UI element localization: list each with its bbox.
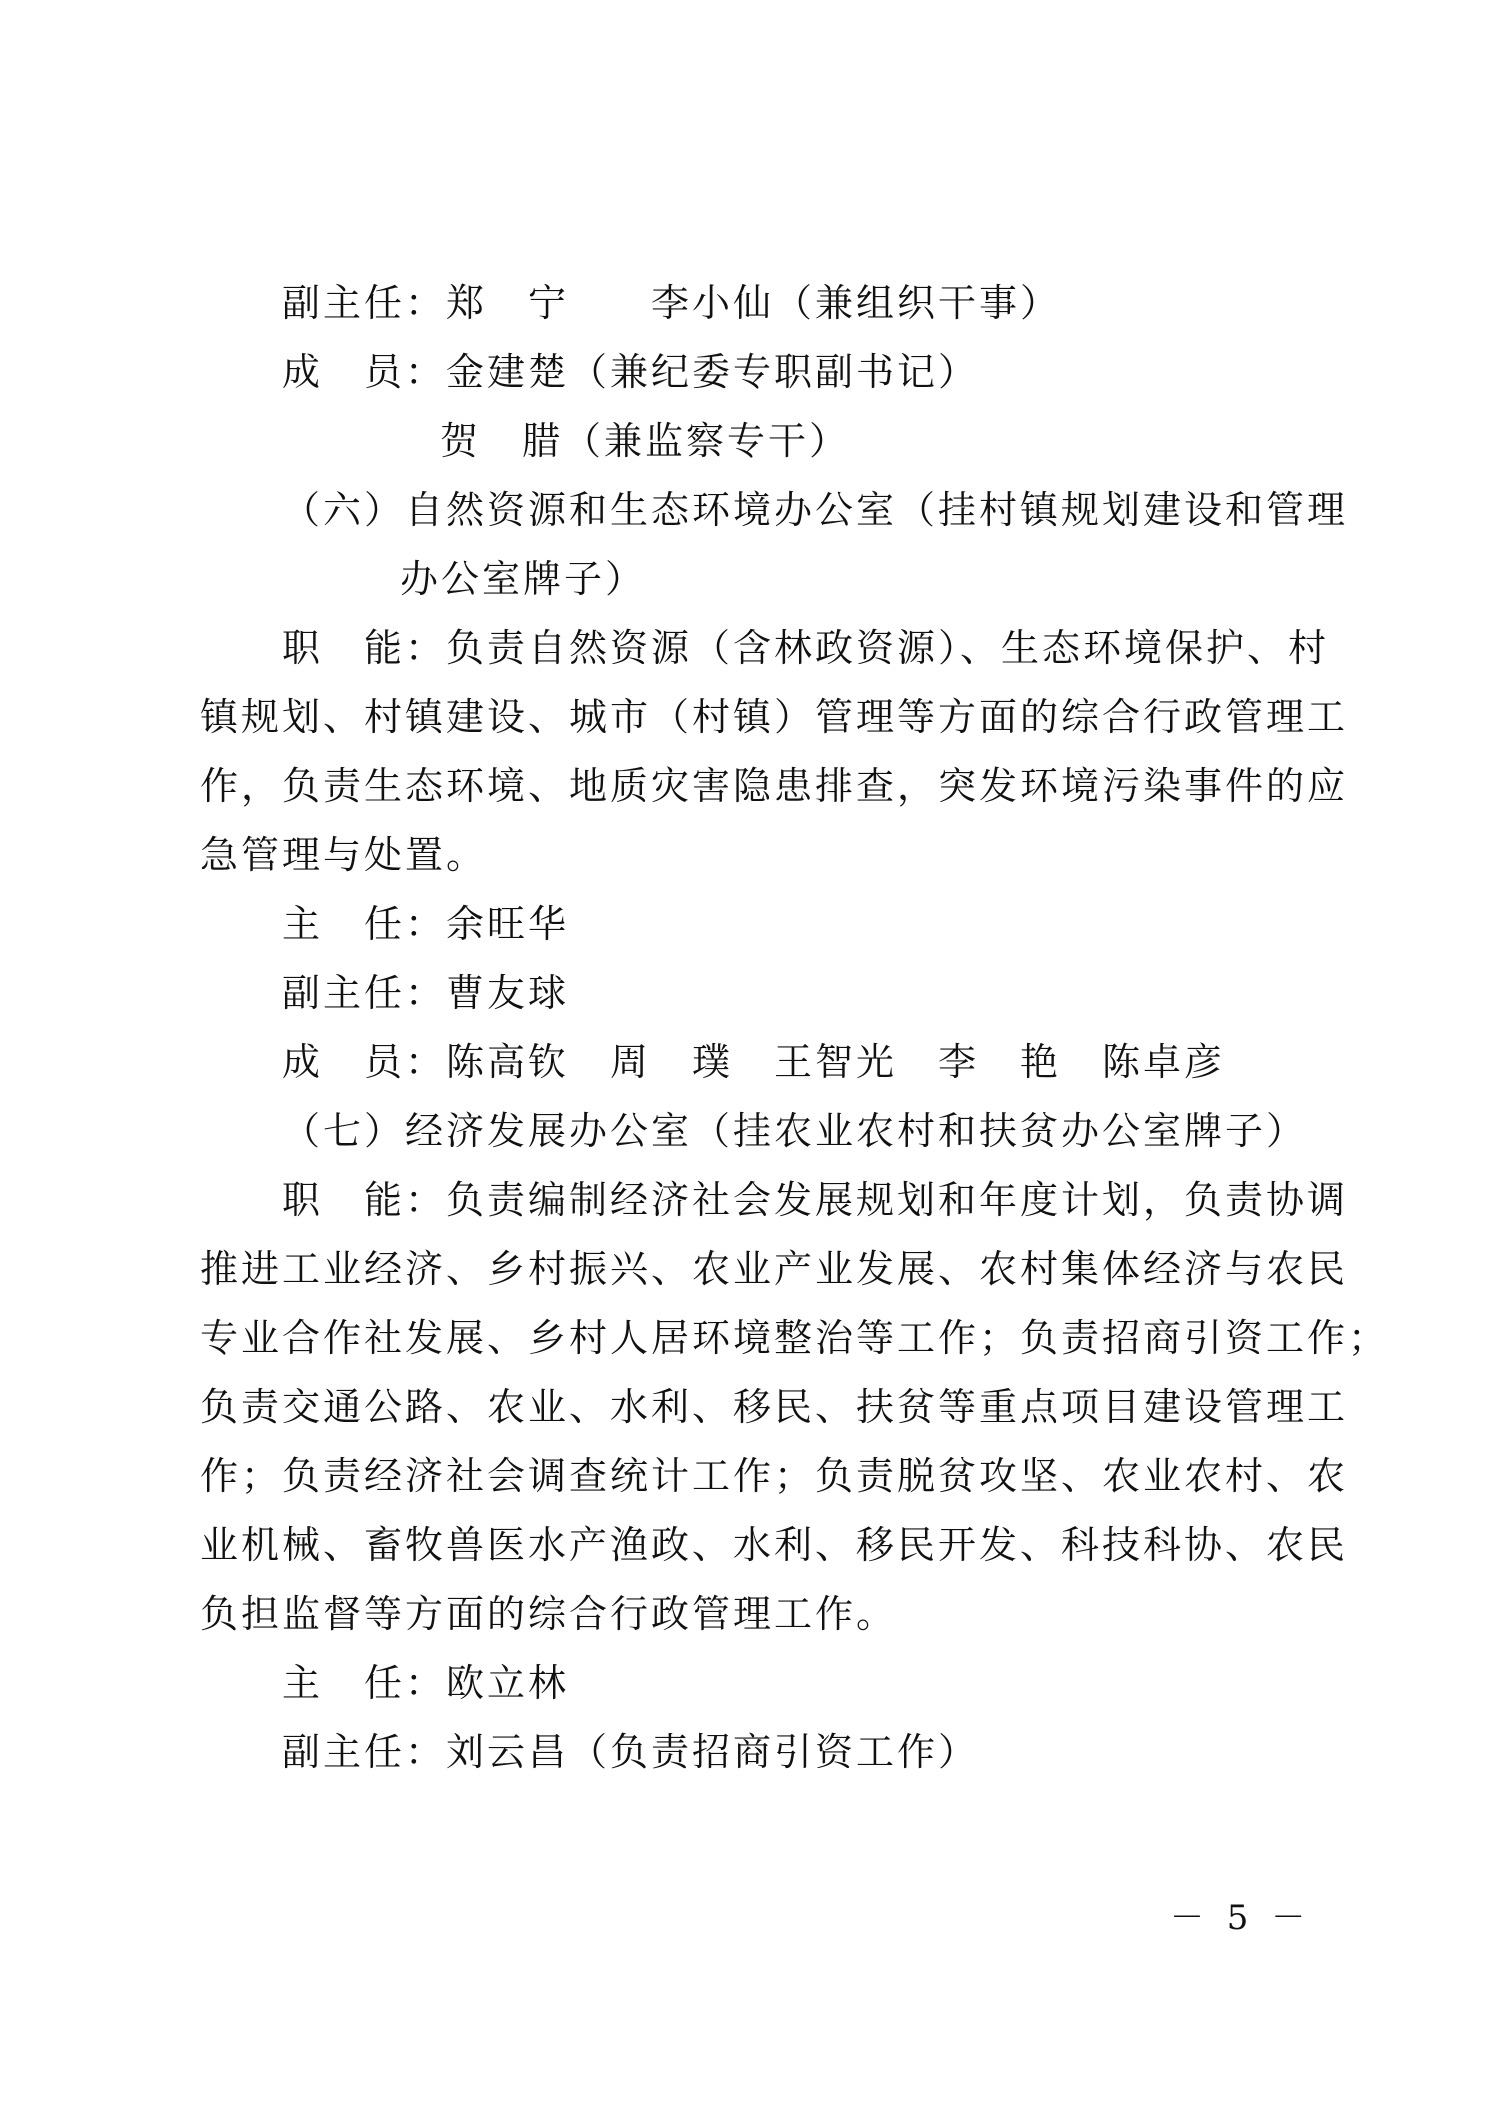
director-line: 主 任：余旺华 [282,902,570,946]
section-heading-seven: （七）经济发展办公室（挂农业农村和扶贫办公室牌子） [282,1109,1308,1153]
function-paragraph-line: 作，负责生态环境、地质灾害隐患排查，突发环境污染事件的应 [200,764,1349,808]
page-number: － 5 － [1170,1898,1312,1938]
member-line: 成 员：陈高钦 周 璞 王智光 李 艳 陈卓彦 [282,1040,1226,1084]
function-paragraph-line: 镇规划、村镇建设、城市（村镇）管理等方面的综合行政管理工 [200,695,1349,739]
member-line: 成 员：金建楚（兼纪委专职副书记） [282,350,980,394]
function-paragraph-line: 作；负责经济社会调查统计工作；负责脱贫攻坚、农业农村、农 [200,1454,1349,1498]
function-paragraph-line: 业机械、畜牧兽医水产渔政、水利、移民开发、科技科协、农民 [200,1523,1349,1567]
function-paragraph-line: 负责交通公路、农业、水利、移民、扶贫等重点项目建设管理工 [200,1385,1349,1429]
function-paragraph-line: 急管理与处置。 [200,833,488,877]
section-heading-six-continued: 办公室牌子） [400,557,647,601]
function-paragraph-line: 职 能：负责编制经济社会发展规划和年度计划，负责协调 [282,1178,1349,1222]
section-heading-six: （六）自然资源和生态环境办公室（挂村镇规划建设和管理 [282,488,1349,532]
function-paragraph-line: 职 能：负责自然资源（含林政资源）、生态环境保护、村 [282,626,1330,670]
function-paragraph-line: 负担监督等方面的综合行政管理工作。 [200,1592,898,1636]
deputy-director-line: 副主任：曹友球 [282,971,570,1015]
member-line-continued: 贺 腊（兼监察专干） [440,419,851,463]
function-paragraph-line: 专业合作社发展、乡村人居环境整治等工作；负责招商引资工作； [200,1316,1390,1360]
deputy-director-line: 副主任：刘云昌（负责招商引资工作） [282,1730,980,1774]
director-line: 主 任：欧立林 [282,1661,570,1705]
function-paragraph-line: 推进工业经济、乡村振兴、农业产业发展、农村集体经济与农民 [200,1247,1349,1291]
deputy-director-line: 副主任：郑 宁 李小仙（兼组织干事） [282,281,1062,325]
